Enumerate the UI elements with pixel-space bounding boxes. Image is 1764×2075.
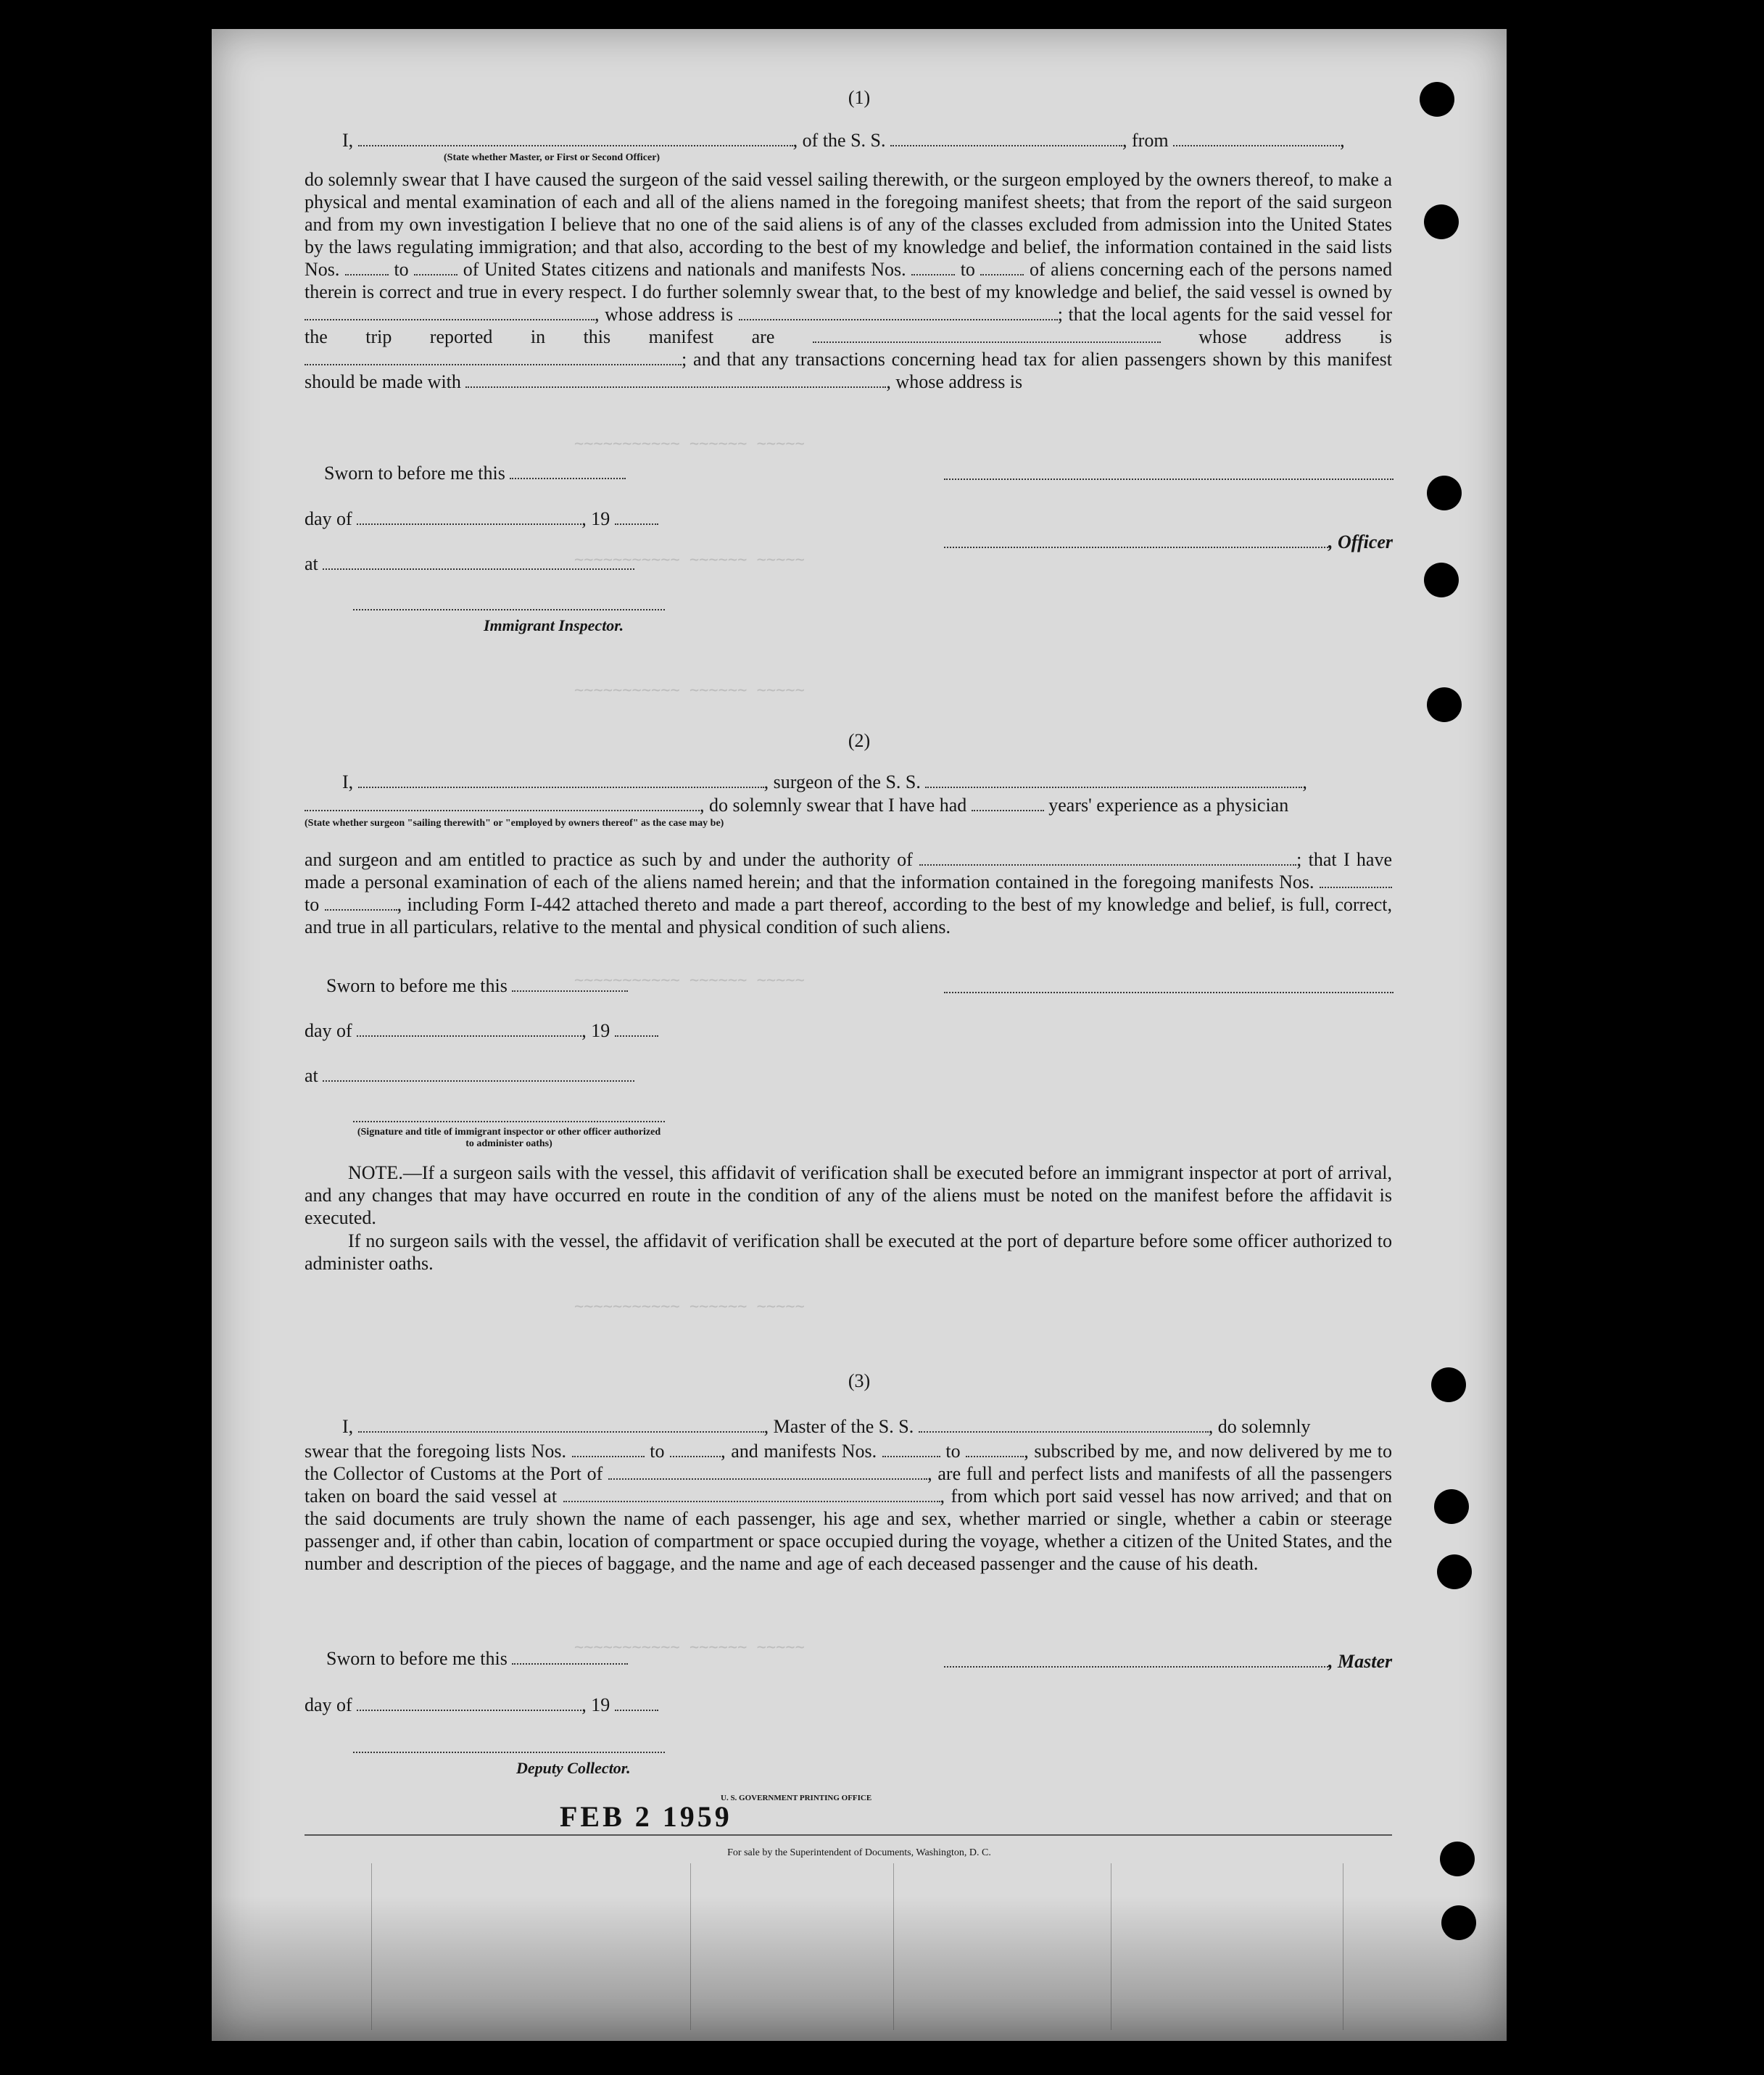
sworn-date-field[interactable] bbox=[512, 1647, 628, 1665]
head-tax-text: ; and that any transactions concerning head tax for alien passengers shown by this manifest should be made with bbox=[305, 349, 1392, 392]
port-field[interactable] bbox=[608, 1462, 927, 1480]
ledger-column bbox=[893, 1863, 894, 2030]
do-swear-label: , do solemnly swear that I have had bbox=[700, 795, 967, 816]
manifests-to-field[interactable] bbox=[980, 258, 1024, 276]
sworn-label: Sworn to before me this bbox=[326, 975, 508, 996]
officer-name-field[interactable] bbox=[358, 129, 793, 146]
owner-address-field[interactable] bbox=[739, 303, 1058, 320]
signature-caption: (Signature and title of immigrant inspector or other officer authorized to administer oaths) bbox=[357, 1127, 661, 1149]
form-text: , including Form I-442 attached thereto and made a part thereof, according to the best of my knowledge and belief, is full, correct, and true in all particulars, relative to the mental and physical condition of such aliens. bbox=[305, 894, 1392, 937]
sworn-date-field[interactable] bbox=[512, 974, 628, 992]
head-tax-field[interactable] bbox=[465, 370, 886, 388]
section1-first-line: I, , of the S. S. , from , bbox=[342, 130, 1345, 151]
punch-hole bbox=[1427, 687, 1462, 722]
year-label: , 19 bbox=[581, 508, 610, 529]
surgeon-signature-line[interactable] bbox=[944, 992, 1394, 993]
manifests-from-field[interactable] bbox=[1320, 871, 1392, 888]
sworn-line bbox=[326, 974, 628, 997]
collector-signature-line[interactable] bbox=[353, 1752, 665, 1753]
owner-field[interactable] bbox=[305, 303, 595, 320]
section2-body bbox=[305, 848, 1392, 938]
examination-text: ; that I have made a personal examination of each of the aliens named herein; and that the information contained in the foregoing manifests Nos. bbox=[305, 849, 1393, 892]
manifests-from-field[interactable] bbox=[911, 258, 955, 276]
lists-to-field[interactable] bbox=[414, 258, 457, 276]
label-i: I, bbox=[342, 130, 354, 151]
section2-first-line: I, , surgeon of the S. S. , bbox=[342, 771, 1307, 792]
at-label: at bbox=[305, 1065, 318, 1086]
do-solemnly-label: , do solemnly bbox=[1208, 1416, 1311, 1437]
punch-hole bbox=[1434, 1489, 1469, 1524]
section3-body bbox=[305, 1440, 1392, 1575]
bleed-through: ~~~~~~~~~~~ ~~~~~~ ~~~~~ bbox=[574, 682, 805, 700]
master-signature bbox=[944, 1650, 1392, 1673]
sworn-line bbox=[326, 1647, 628, 1670]
and-manifests-text: , and manifests Nos. bbox=[721, 1441, 877, 1462]
punch-hole bbox=[1437, 1554, 1472, 1589]
officer-signature-field[interactable] bbox=[944, 531, 1328, 548]
footer-rule bbox=[305, 1834, 1392, 1836]
bleed-through: ~~~~~~~~~~~ ~~~~~~ ~~~~~ bbox=[574, 1298, 805, 1316]
section3-first-line bbox=[342, 1415, 1311, 1438]
master-signature-field[interactable] bbox=[944, 1650, 1328, 1668]
master-of-label: , Master of the S. S. bbox=[763, 1416, 914, 1437]
aliens-text: of aliens concerning each of the persons named therein is correct and true in every respect. I do further solemnly swear that, to the best of my knowledge and belief, the said vessel is owned by bbox=[305, 259, 1393, 302]
year-field[interactable] bbox=[615, 508, 658, 525]
at-place-field[interactable] bbox=[323, 1064, 634, 1082]
day-of-line bbox=[305, 1019, 658, 1042]
label-to: to bbox=[394, 259, 409, 280]
punch-hole bbox=[1424, 563, 1459, 597]
officer-signature bbox=[944, 531, 1393, 553]
authority-text: and surgeon and am entitled to practice as such by and under the authority of bbox=[305, 849, 913, 870]
lists-from-field[interactable] bbox=[345, 258, 389, 276]
day-of-month-field[interactable] bbox=[357, 1694, 581, 1711]
years-field[interactable] bbox=[972, 794, 1044, 811]
officer-label: , Officer bbox=[1328, 531, 1394, 552]
punch-hole bbox=[1427, 476, 1462, 510]
manifests-to-field[interactable] bbox=[966, 1440, 1024, 1457]
authority-field[interactable] bbox=[919, 848, 1296, 866]
day-of-month-field[interactable] bbox=[357, 1019, 581, 1037]
footer-note: For sale by the Superintendent of Documents, Washington, D. C. bbox=[727, 1847, 991, 1858]
subscribed-text: , subscribed by me, and now delivered by me to the Collector of Customs at the Port of bbox=[305, 1441, 1393, 1484]
note-paragraph: NOTE.—If a surgeon sails with the vessel, this affidavit of verification shall be executed before an immigrant inspector at port of arrival, and any changes that may have occurred en route in the condition of any of the aliens must be noted on the manifest before the affidavit is executed. bbox=[305, 1162, 1392, 1228]
port-of-embarkation-field[interactable] bbox=[563, 1485, 940, 1502]
year-label: , 19 bbox=[581, 1020, 610, 1041]
lists-to-field[interactable] bbox=[670, 1440, 721, 1457]
day-of-month-field[interactable] bbox=[357, 508, 581, 525]
surgeon-of-label: , surgeon of the S. S. bbox=[763, 771, 921, 792]
full-lists-text: , are full and perfect lists and manifests of all the passengers taken on board the said vessel at bbox=[305, 1463, 1392, 1507]
ledger-column bbox=[690, 1863, 691, 2030]
at-line bbox=[305, 552, 634, 575]
sworn-label: Sworn to before me this bbox=[324, 463, 505, 484]
section3-heading: (3) bbox=[848, 1370, 871, 1391]
label-from: , from bbox=[1122, 130, 1169, 151]
surgeon-name-field[interactable] bbox=[358, 771, 764, 788]
ledger-column bbox=[371, 1863, 372, 2030]
section1-oath-text: do solemnly swear that I have caused the surgeon of the said vessel sailing therewith, or the surgeon employed by the owners thereof, to make a physical and mental examination of each and all of the aliens named in the foregoing manifest sheets; that from the report of the said surgeon and from my own investigation I believe that no one of the said aliens is of any of the classes excluded from admission into the United States by the laws regulating immigration; and that also, according to the best of my knowledge and belief, the information contained in the said lists Nos. bbox=[305, 169, 1392, 280]
day-of-label: day of bbox=[305, 1694, 352, 1715]
collector-label: Deputy Collector. bbox=[516, 1759, 631, 1777]
section2-second-line bbox=[305, 794, 1288, 816]
label-i: I, bbox=[342, 771, 354, 792]
label-to: to bbox=[305, 894, 320, 915]
label-to: to bbox=[650, 1441, 665, 1462]
year-field[interactable] bbox=[615, 1694, 658, 1711]
year-field[interactable] bbox=[615, 1019, 658, 1037]
inspector-signature-line[interactable] bbox=[353, 1121, 665, 1122]
sworn-date-field[interactable] bbox=[510, 462, 626, 479]
punch-hole bbox=[1441, 1905, 1476, 1940]
master-name-field[interactable] bbox=[358, 1415, 764, 1433]
day-of-label: day of bbox=[305, 1020, 352, 1041]
agents-field[interactable] bbox=[813, 326, 1161, 343]
sworn-line bbox=[324, 462, 626, 484]
master-ship-field[interactable] bbox=[919, 1415, 1209, 1433]
master-label: , Master bbox=[1328, 1651, 1393, 1672]
surgeon-ship-field[interactable] bbox=[925, 771, 1302, 788]
manifest-back-page bbox=[212, 29, 1507, 2041]
manifests-from-field[interactable] bbox=[882, 1440, 940, 1457]
citizens-text: of United States citizens and nationals and manifests Nos. bbox=[463, 259, 906, 280]
inspector-signature-line[interactable] bbox=[353, 609, 665, 610]
whose-address-label: whose address is bbox=[1198, 326, 1392, 347]
day-of-line bbox=[305, 1694, 658, 1716]
label-i: I, bbox=[342, 1416, 354, 1437]
bleed-through: ~~~~~~~~~~~ ~~~~~~ ~~~~~ bbox=[574, 1639, 805, 1657]
whose-address-label: , whose address is bbox=[595, 304, 734, 325]
lists-from-field[interactable] bbox=[572, 1440, 645, 1457]
at-line bbox=[305, 1064, 634, 1087]
label-of-ss: , of the S. S. bbox=[792, 130, 886, 151]
bleed-through: ~~~~~~~~~~~ ~~~~~~ ~~~~~ bbox=[574, 435, 805, 453]
section1-body bbox=[305, 168, 1392, 393]
officer-caption: (State whether Master, or First or Second Officer) bbox=[444, 152, 661, 163]
manifests-to-field[interactable] bbox=[325, 893, 397, 911]
surgeon-type-field[interactable] bbox=[305, 794, 700, 811]
swear-text: swear that the foregoing lists Nos. bbox=[305, 1441, 566, 1462]
label-to: to bbox=[960, 259, 975, 280]
punch-hole bbox=[1424, 204, 1459, 239]
section1-heading: (1) bbox=[848, 87, 871, 108]
at-label: at bbox=[305, 553, 318, 574]
bleed-through: ~~~~~~~~~~~ ~~~~~~ ~~~~~ bbox=[574, 551, 805, 569]
from-which-text: , from which port said vessel has now arrived; and that on the said documents are truly shown the name of each passenger, his age and sex, whether married or single, whether a cabin or steerage passenger and, if other than cabin, location of compartment or space occupied during the voyage, whether a citizen of the United States, and the number and description of the pieces of baggage, and the name and age of each deceased passenger and the cause of his death. bbox=[305, 1486, 1392, 1574]
day-of-label: day of bbox=[305, 508, 352, 529]
sworn-label: Sworn to before me this bbox=[326, 1648, 508, 1669]
year-label: , 19 bbox=[581, 1694, 610, 1715]
years-label: years' experience as a physician bbox=[1048, 795, 1289, 816]
surgeon-caption: (State whether surgeon "sailing therewith" or "employed by owners thereof" as the case may be) bbox=[305, 818, 724, 829]
whose-address-label: , whose address is bbox=[886, 371, 1023, 392]
printing-office-label: U. S. GOVERNMENT PRINTING OFFICE bbox=[721, 1794, 872, 1802]
section2-heading: (2) bbox=[848, 730, 871, 751]
inspector-label: Immigrant Inspector. bbox=[484, 616, 624, 634]
agents-address-field[interactable] bbox=[305, 348, 682, 365]
signature-line[interactable] bbox=[944, 479, 1394, 480]
bleed-through: ~~~~~~~~~~~ ~~~~~~ ~~~~~ bbox=[574, 972, 805, 990]
day-of-line bbox=[305, 508, 658, 530]
ship-name-field[interactable] bbox=[890, 129, 1122, 146]
at-place-field[interactable] bbox=[323, 552, 634, 570]
note-paragraph-2: If no surgeon sails with the vessel, the affidavit of verification shall be executed at the port of departure before some officer authorized to administer oaths. bbox=[305, 1230, 1392, 1274]
label-to: to bbox=[945, 1441, 961, 1462]
date-stamp: FEB 2 1959 bbox=[560, 1800, 732, 1833]
from-port-field[interactable] bbox=[1173, 129, 1340, 146]
agents-text: ; that the local agents for the said vessel for the trip reported in this manifest are bbox=[305, 304, 1392, 347]
